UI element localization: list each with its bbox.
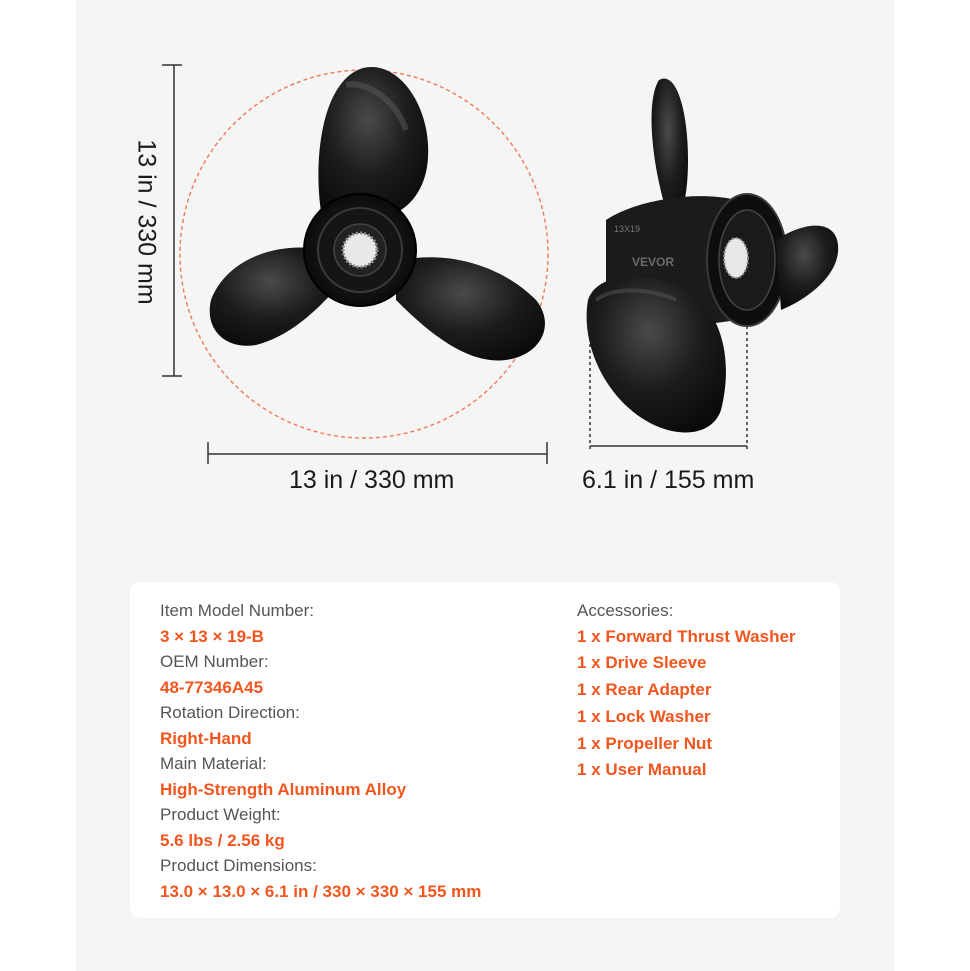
horizontal-dimension-line — [208, 442, 547, 464]
vertical-dimension-line — [162, 65, 182, 376]
accessories-list — [577, 598, 796, 784]
spec-label: Product Dimensions: — [160, 856, 317, 875]
spline-bore — [343, 233, 377, 267]
accessory-item: 1 x Propeller Nut — [577, 733, 713, 753]
propeller-front-view — [210, 67, 545, 361]
size-stamp: 13X19 — [614, 224, 641, 234]
spec-value: 5.6 lbs / 2.56 kg — [160, 830, 285, 850]
horizontal-dimension-label: 13 in / 330 mm — [289, 466, 455, 494]
propeller-side-view — [587, 78, 839, 432]
spec-label: Main Material: — [160, 754, 267, 773]
spec-value: 3 × 13 × 19-B — [160, 626, 264, 646]
accessory-item: 1 x Rear Adapter — [577, 680, 712, 700]
spec-label: Product Weight: — [160, 805, 281, 824]
vertical-dimension-label: 13 in / 330 mm — [132, 139, 161, 305]
accessory-item: 1 x Forward Thrust Washer — [577, 626, 796, 646]
propeller-illustration — [76, 0, 894, 560]
accessory-item: 1 x User Manual — [577, 760, 707, 780]
spec-value: 13.0 × 13.0 × 6.1 in / 330 × 330 × 155 mm — [160, 881, 482, 901]
accessories-title: Accessories: — [577, 601, 674, 620]
side-blade-right — [776, 226, 838, 310]
spec-label: Rotation Direction: — [160, 703, 300, 722]
spec-label: Item Model Number: — [160, 601, 314, 620]
spec-label: OEM Number: — [160, 652, 269, 671]
spec-value: High-Strength Aluminum Alloy — [160, 779, 407, 799]
accessory-item: 1 x Drive Sleeve — [577, 653, 707, 673]
brand-text: VEVOR — [632, 255, 675, 269]
accessory-item: 1 x Lock Washer — [577, 706, 711, 726]
spec-value: Right-Hand — [160, 728, 252, 748]
side-spline-bore — [724, 238, 748, 278]
length-dimension-label: 6.1 in / 155 mm — [582, 466, 755, 494]
product-info-panel — [76, 0, 894, 971]
spec-card — [130, 582, 840, 918]
spec-value: 48-77346A45 — [160, 677, 264, 697]
blade-right — [396, 257, 545, 360]
spec-list — [160, 598, 481, 904]
